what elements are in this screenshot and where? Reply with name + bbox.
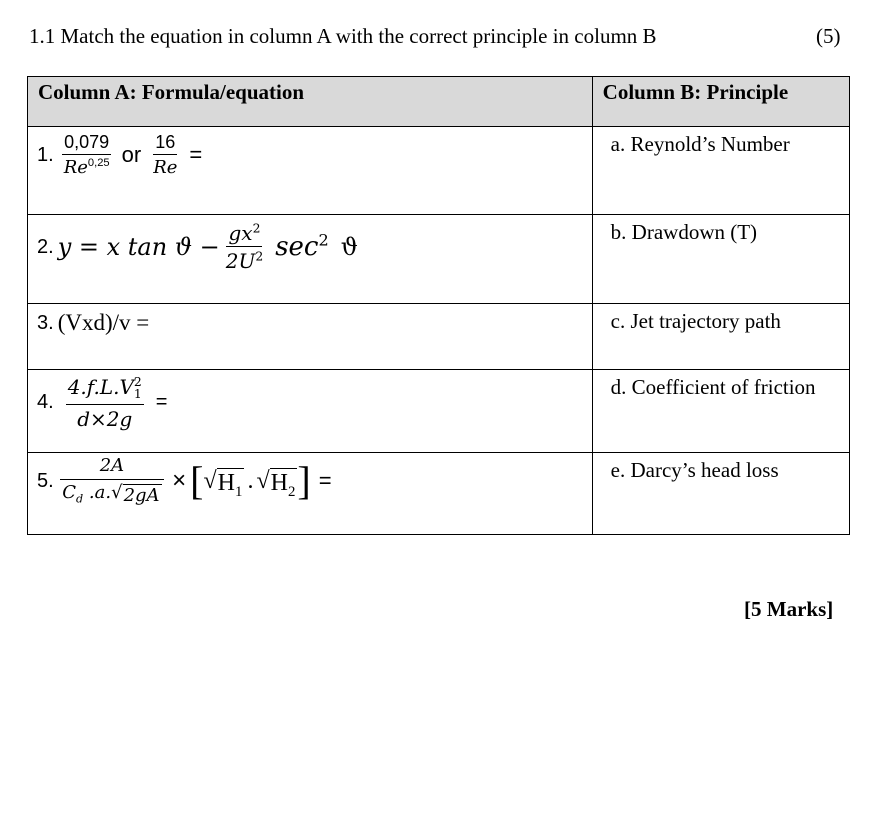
table-row	[28, 127, 850, 215]
fraction-denominator: Re	[153, 157, 178, 178]
table-header-row	[28, 77, 850, 127]
formula-cell-5	[28, 453, 593, 535]
fraction-numerator: $gx^2$	[228, 220, 261, 245]
fraction	[224, 220, 265, 273]
or-word: or	[121, 142, 142, 167]
fraction	[62, 133, 112, 177]
column-a-header: Column A: Formula/equation	[28, 77, 593, 127]
fraction-denominator: $C_d$ .a. √ 2gA	[62, 482, 160, 506]
formula-5	[37, 457, 332, 505]
formula-4	[37, 376, 167, 429]
matching-table	[27, 76, 850, 535]
formula-number: 4.	[37, 390, 54, 413]
formula-1	[37, 133, 202, 177]
column-b-header: Column B: Principle	[592, 77, 849, 127]
formula-number: 5.	[37, 469, 54, 492]
fraction-denominator: $2U^2$	[225, 248, 264, 273]
principle-cell-a: a. Reynold’s Number	[592, 127, 849, 215]
principle-cell-e: e. Darcy’s head loss	[592, 453, 849, 535]
formula-number: 3.	[37, 311, 54, 334]
table-row	[28, 215, 850, 304]
bracket-close: ]	[297, 458, 311, 503]
table-row	[28, 304, 850, 370]
formula-3	[37, 310, 149, 336]
total-marks: [5 Marks]	[744, 597, 834, 621]
theta-symbol: ϑ	[340, 233, 358, 261]
principle-cell-b: b. Drawdown (T)	[592, 215, 849, 304]
formula-number: 2.	[37, 235, 54, 258]
formula-cell-1	[28, 127, 593, 215]
dot-operator: .	[247, 467, 254, 494]
fraction	[66, 376, 144, 429]
formula-number: 1.	[37, 143, 54, 166]
formula-lhs: y = x tan ϑ −	[57, 233, 220, 261]
formula-cell-4	[28, 370, 593, 453]
question-marks: (5)	[816, 24, 841, 48]
fraction-numerator: 16	[153, 133, 177, 155]
fraction-denominator: d×2g	[77, 406, 133, 431]
formula-cell-3	[28, 304, 593, 370]
formula-expression: (Vxd)/v =	[57, 310, 150, 335]
equals-sign: =	[318, 468, 332, 493]
table-row	[28, 370, 850, 453]
equals-sign: =	[189, 142, 203, 167]
square-root: √ 2gA	[111, 482, 160, 506]
question-text: 1.1 Match the equation in column A with the correct principle in column B	[29, 24, 657, 48]
square-root: √ $H_1$	[203, 467, 243, 500]
formula-cell-2	[28, 215, 593, 304]
principle-cell-d: d. Coefficient of friction	[592, 370, 849, 453]
fraction	[60, 457, 164, 505]
times-sign: ×	[172, 467, 187, 494]
fraction-numerator: 4.f.L.V 2 1	[66, 376, 144, 405]
equals-sign: =	[155, 390, 168, 413]
table-row	[28, 453, 850, 535]
fraction	[151, 133, 179, 177]
formula-tail: $\sec^2$	[275, 230, 329, 262]
square-root: √ $H_2$	[256, 467, 296, 500]
formula-2	[37, 220, 358, 273]
fraction-denominator: Re$^{0,25}$	[63, 157, 110, 178]
principle-cell-c: c. Jet trajectory path	[592, 304, 849, 370]
fraction-numerator: 0,079	[62, 133, 111, 155]
fraction-numerator: 2A	[60, 457, 164, 480]
bracket-open: [	[190, 458, 204, 503]
